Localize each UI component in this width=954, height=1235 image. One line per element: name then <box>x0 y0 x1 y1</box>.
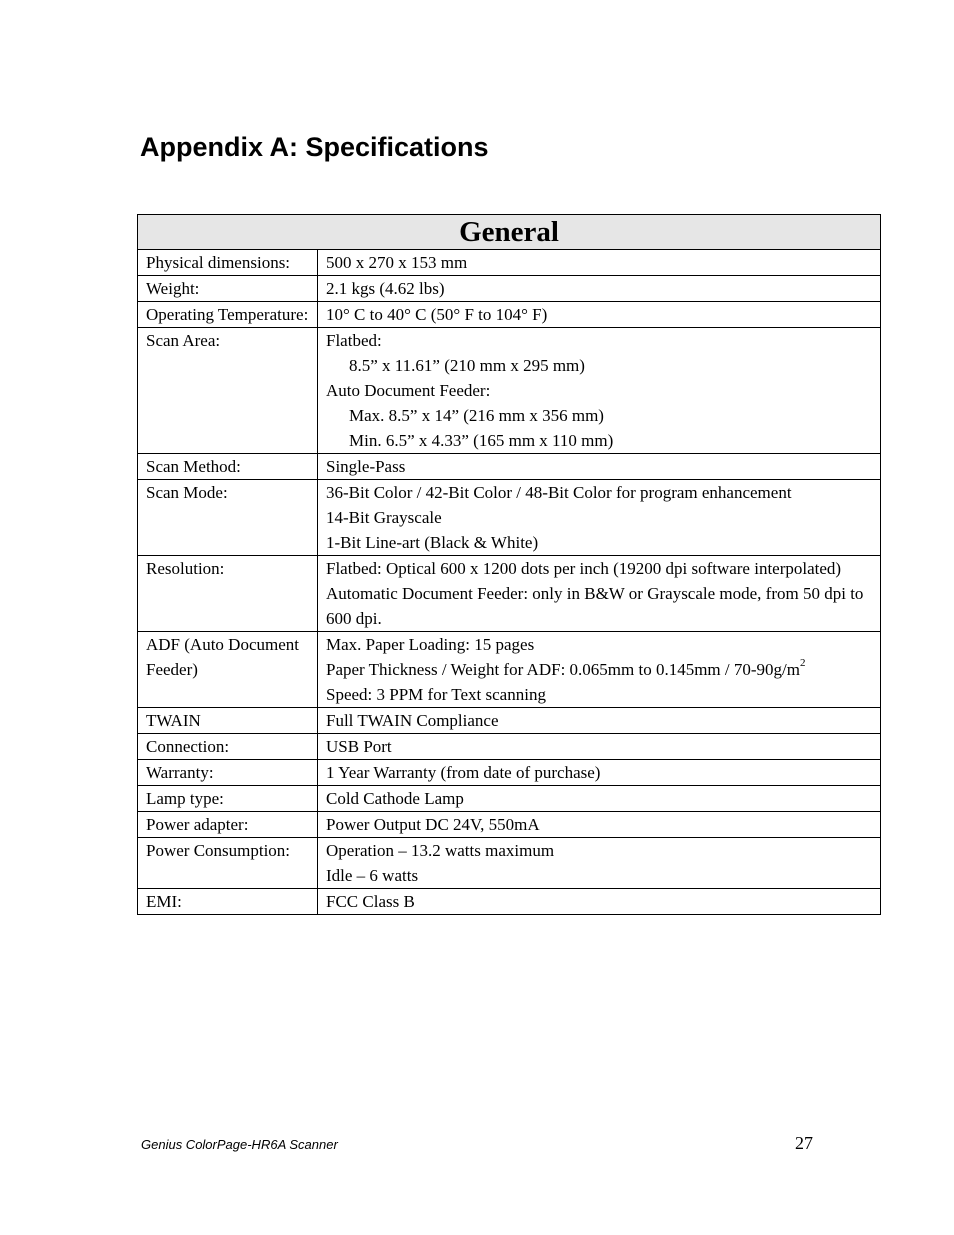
row-value-scan-method <box>318 454 881 480</box>
value-line: Max. Paper Loading: 15 pages <box>326 635 535 654</box>
value-line: Idle – 6 watts <box>326 866 419 885</box>
row-label-physical-dimensions: Physical dimensions: <box>138 250 318 276</box>
value-line: Full TWAIN Compliance <box>326 711 499 730</box>
row-value-power-adapter <box>318 812 881 838</box>
value-line: Single-Pass <box>326 457 406 476</box>
row-value-physical-dimensions <box>318 250 881 276</box>
value-line: Min. 6.5” x 4.33” (165 mm x 110 mm) <box>349 431 614 450</box>
table-row <box>138 302 881 328</box>
value-line: USB Port <box>326 737 392 756</box>
row-label-emi: EMI: <box>138 889 318 915</box>
table-row <box>138 734 881 760</box>
table-row <box>138 812 881 838</box>
table-row <box>138 708 881 734</box>
row-value-power-consumption <box>318 838 881 889</box>
footer-document-title: Genius ColorPage-HR6A Scanner <box>141 1137 338 1152</box>
footer-page-number: 27 <box>795 1133 813 1153</box>
value-line: 36-Bit Color / 42-Bit Color / 48-Bit Color for program enhancement <box>326 483 792 502</box>
superscript: 2 <box>799 657 806 670</box>
row-label-scan-area: Scan Area: <box>138 328 318 454</box>
value-line: 14-Bit Grayscale <box>326 508 442 527</box>
row-label-operating-temperature: Operating Temperature: <box>138 302 318 328</box>
value-line: Operation – 13.2 watts maximum <box>326 841 555 860</box>
row-label-lamp-type: Lamp type: <box>138 786 318 812</box>
row-label-scan-method: Scan Method: <box>138 454 318 480</box>
table-header-row <box>138 215 881 250</box>
value-line: 10° C to 40° C (50° F to 104° F) <box>326 305 548 324</box>
value-line: Flatbed: <box>326 331 382 350</box>
row-value-lamp-type <box>318 786 881 812</box>
table-row <box>138 328 881 454</box>
table-row <box>138 889 881 915</box>
row-label-power-adapter: Power adapter: <box>138 812 318 838</box>
row-value-adf <box>318 632 881 708</box>
table-row <box>138 250 881 276</box>
value-line: 1-Bit Line-art (Black & White) <box>326 533 539 552</box>
row-label-resolution: Resolution: <box>138 556 318 632</box>
row-label-connection: Connection: <box>138 734 318 760</box>
table-row <box>138 786 881 812</box>
value-line: Speed: 3 PPM for Text scanning <box>326 685 546 704</box>
value-line-with-superscript <box>326 657 872 682</box>
row-value-scan-area <box>318 328 881 454</box>
table-row <box>138 760 881 786</box>
table-row <box>138 556 881 632</box>
table-row <box>138 632 881 708</box>
value-line: Power Output DC 24V, 550mA <box>326 815 540 834</box>
row-label-warranty: Warranty: <box>138 760 318 786</box>
value-line: 2.1 kgs (4.62 lbs) <box>326 279 445 298</box>
row-value-twain <box>318 708 881 734</box>
value-line: 500 x 270 x 153 mm <box>326 253 468 272</box>
page-title: Appendix A: Specifications <box>140 132 489 162</box>
table-header-general: General <box>138 215 881 250</box>
row-value-warranty <box>318 760 881 786</box>
row-value-weight <box>318 276 881 302</box>
value-line: FCC Class B <box>326 892 415 911</box>
specifications-table <box>137 214 881 915</box>
table-row <box>138 480 881 556</box>
value-text: Paper Thickness / Weight for ADF: 0.065mm to 0.145mm / 70-90g/m <box>326 660 800 679</box>
row-label-twain: TWAIN <box>138 708 318 734</box>
value-line: 1 Year Warranty (from date of purchase) <box>326 763 601 782</box>
row-value-resolution <box>318 556 881 632</box>
value-line: Automatic Document Feeder: only in B&W or Grayscale mode, from 50 dpi to 600 dpi. <box>326 584 864 628</box>
row-label-weight: Weight: <box>138 276 318 302</box>
row-value-connection <box>318 734 881 760</box>
row-value-scan-mode <box>318 480 881 556</box>
table-row <box>138 454 881 480</box>
value-line: Cold Cathode Lamp <box>326 789 464 808</box>
table-row <box>138 838 881 889</box>
table-row <box>138 276 881 302</box>
row-label-adf: ADF (Auto Document Feeder) <box>138 632 318 708</box>
value-line: Max. 8.5” x 14” (216 mm x 356 mm) <box>349 406 604 425</box>
value-line: 8.5” x 11.61” (210 mm x 295 mm) <box>349 356 585 375</box>
value-line: Auto Document Feeder: <box>326 381 491 400</box>
row-label-scan-mode: Scan Mode: <box>138 480 318 556</box>
row-label-power-consumption: Power Consumption: <box>138 838 318 889</box>
row-value-emi <box>318 889 881 915</box>
value-line: Flatbed: Optical 600 x 1200 dots per inch (19200 dpi software interpolated) <box>326 559 842 578</box>
row-value-operating-temperature <box>318 302 881 328</box>
